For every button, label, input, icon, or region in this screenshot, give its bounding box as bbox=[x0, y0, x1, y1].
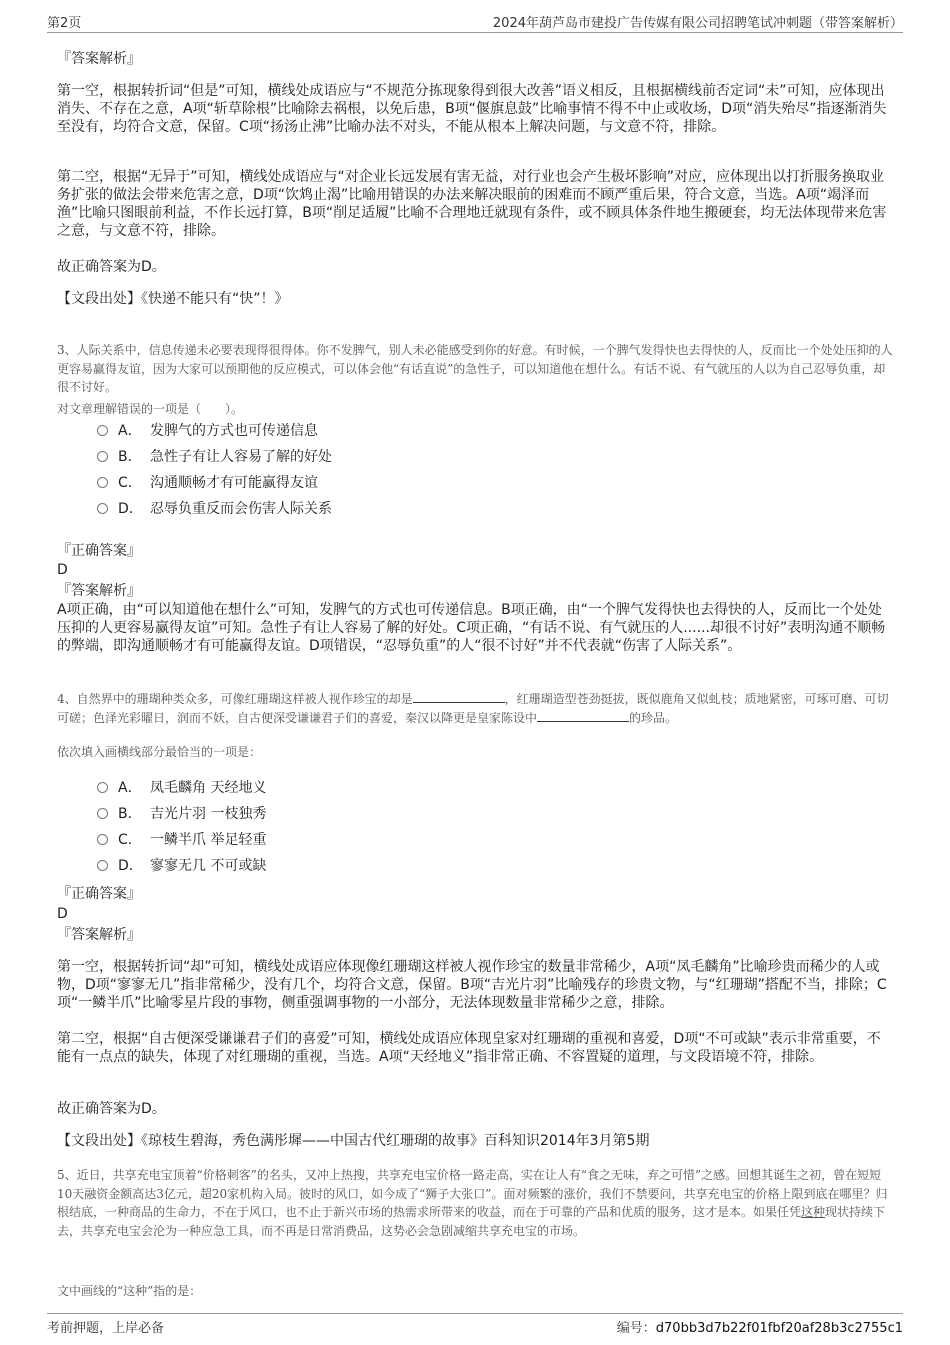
radio-icon[interactable] bbox=[97, 860, 108, 871]
q2-analysis-para-2: 第二空，根据“无异于”可知，横线处成语应与“对企业长远发展有害无益，对行业也会产生极坏影响”对应，应体现出以打折服务换取业务扩张的做法会带来危害之意，D项“饮鸩止渴”比喻用错误的办法来解决眼前的困难而不顾严重后果，符合文意，当选。A项“竭泽而渔”比喻只图眼前利益，不作长远打算，B项“削足适履”比喻不合理地迁就现有条件，或不顾具体条件地生搬硬套，均无法体现带来危害之意，与文意不符，排除。 bbox=[57, 169, 887, 239]
q3-option-c[interactable]: C． 沟通顺畅才有可能赢得友谊 bbox=[97, 473, 318, 493]
q3-stem: 3、人际关系中，信息传递未必要表现得很得体。你不发脾气，别人未必能感受到你的好意。有时候，一个脾气发得快也去得快的人，反而比一个处处压抑的人更容易赢得友谊，因为大家可以预期他的反应模式，可以体会他“有话直说”的急性子，可以知道他在想什么。有话不说、有气就压的人以为自己忍辱负重，却很不讨好。 bbox=[57, 343, 893, 394]
q3-answer: D bbox=[57, 562, 68, 578]
q3-option-d[interactable]: D． 忍辱负重反而会伤害人际关系 bbox=[97, 499, 332, 519]
q4-option-c[interactable]: C． 一鳞半爪 举足轻重 bbox=[97, 830, 266, 850]
q3-option-a[interactable]: A． 发脾气的方式也可传递信息 bbox=[97, 421, 318, 441]
q4-analysis-para-2: 第二空，根据“自古便深受谦谦君子们的喜爱”可知，横线处成语应体现皇家对红珊瑚的重视和喜爱，D项“不可或缺”表示非常重要，不能有一点点的缺失，体现了对红珊瑚的重视，当选。A项“天经地义”指非常正确、不容置疑的道理，与文段语境不符，排除。 bbox=[57, 1031, 881, 1065]
radio-icon[interactable] bbox=[97, 503, 108, 514]
radio-icon[interactable] bbox=[97, 425, 108, 436]
q2-source: 【文段出处】《快递不能只有“快”！》 bbox=[57, 291, 289, 307]
q4-conclusion: 故正确答案为D。 bbox=[57, 1101, 166, 1117]
q3-question: 对文章理解错误的一项是（ ）。 bbox=[57, 402, 244, 416]
q4-analysis-para-1: 第一空，根据转折词“却”可知，横线处成语应体现像红珊瑚这样被人视作珍宝的数量非常稀少，A项“凤毛麟角”比喻珍贵而稀少的人或物，D项“寥寥无几”指非常稀少，没有几个，均符合文意，保留。B项“吉光片羽”比喻残存的珍贵文物，与“红珊瑚”搭配不当，排除；C项“一鳞半爪”比喻零星片段的事物，侧重强调事物的一小部分，无法体现数量非常稀少之意，排除。 bbox=[57, 959, 887, 1011]
q2-analysis-para-1: 第一空，根据转折词“但是”可知，横线处成语应与“不规范分拣现象得到很大改善”语义相反，且根据横线前否定词“未”可知，应体现出消失、不存在之意，A项“斩草除根”比喻除去祸根，以免后患，B项“偃旗息鼓”比喻事情不得不中止或收场，D项“消失殆尽”指逐渐消失至没有，均符合文意，保留。C项“扬汤止沸”比喻办法不对头，不能从根本上解决问题，与文意不符，排除。 bbox=[57, 83, 887, 135]
footer-slogan: 考前押题，上岸必备 bbox=[47, 1321, 165, 1336]
q4-blank-1 bbox=[413, 690, 505, 703]
q4-answer-label: 『正确答案』 bbox=[57, 886, 141, 902]
q4-stem: 4、自然界中的珊瑚种类众多，可像红珊瑚这样被人视作珍宝的却是 ，红珊瑚造型苍劲挺拔，既似鹿角又似虬枝；质地紧密，可琢可磨、可切可磋；色泽光彩曜日，润而不妖，自古便深受谦谦君子们的喜爱，秦汉以降更是皇家陈设中 的珍品。 bbox=[57, 692, 889, 725]
page-number: 第2页 bbox=[47, 16, 82, 31]
q4-analysis-label: 『答案解析』 bbox=[57, 927, 141, 943]
q5-question: 文中画线的“这种”指的是： bbox=[57, 1284, 202, 1298]
radio-icon[interactable] bbox=[97, 477, 108, 488]
q4-option-d[interactable]: D． 寥寥无几 不可或缺 bbox=[97, 856, 266, 876]
radio-icon[interactable] bbox=[97, 782, 108, 793]
q3-analysis-label: 『答案解析』 bbox=[57, 583, 141, 599]
q2-conclusion: 故正确答案为D。 bbox=[57, 259, 166, 275]
q4-source: 【文段出处】《琼枝生碧海，秀色满彤墀——中国古代红珊瑚的故事》百科知识2014年3月第5期 bbox=[57, 1133, 650, 1149]
q4-blank-2 bbox=[537, 709, 629, 722]
radio-icon[interactable] bbox=[97, 451, 108, 462]
q3-analysis: A项正确，由“可以知道他在想什么”可知，发脾气的方式也可传递信息。B项正确，由“一个脾气发得快也去得快的人，反而比一个处处压抑的人更容易赢得友谊”可知。急性子有让人容易了解的好处。C项正确，“有话不说、有气就压的人......却很不讨好”表明沟通不顺畅的弊端，即沟通顺畅才有可能赢得友谊。D项错误，“忍辱负重”的人“很不讨好”并不代表就“伤害了人际关系”。 bbox=[57, 602, 886, 654]
q2-analysis-label: 『答案解析』 bbox=[57, 51, 141, 67]
radio-icon[interactable] bbox=[97, 808, 108, 819]
page-header bbox=[47, 10, 903, 33]
document-code: 编号：d70bb3d7b22f01fbf20af28b3c2755c1 bbox=[616, 1321, 903, 1336]
document-title: 2024年葫芦岛市建投广告传媒有限公司招聘笔试冲刺题（带答案解析） bbox=[492, 16, 903, 31]
q5-stem: 5、近日，共享充电宝顶着“价格刺客”的名头，又冲上热搜，共享充电宝价格一路走高，实在让人有“食之无味，弃之可惜”之感。回想其诞生之初，曾在短短10天融资金额高达3亿元，超20家机构入局。彼时的风口，如今成了“狮子大张口”。面对频繁的涨价，我们不禁要问，共享充电宝的价格上限到底在哪里？归根结底，一种商品的生命力，不在于风口，也不止于新兴市场的热需求所带来的收益，而在于可靠的产品和优质的服务，这才是本。如果任凭这种现状持续下去，共享充电宝会沦为一种应急工具，而不再是日常消费品，这势必会急剧减缩共享充电宝的市场。 bbox=[57, 1168, 888, 1238]
q4-option-a[interactable]: A． 凤毛麟角 天经地义 bbox=[97, 778, 266, 798]
q5-underlined-term: 这种 bbox=[801, 1205, 826, 1219]
q3-option-b[interactable]: B． 急性子有让人容易了解的好处 bbox=[97, 447, 332, 467]
q4-answer: D bbox=[57, 906, 68, 922]
q4-question: 依次填入画横线部分最恰当的一项是： bbox=[57, 745, 262, 759]
radio-icon[interactable] bbox=[97, 834, 108, 845]
page-footer bbox=[47, 1313, 903, 1338]
q4-option-b[interactable]: B． 吉光片羽 一枝独秀 bbox=[97, 804, 266, 824]
q3-answer-label: 『正确答案』 bbox=[57, 543, 141, 559]
